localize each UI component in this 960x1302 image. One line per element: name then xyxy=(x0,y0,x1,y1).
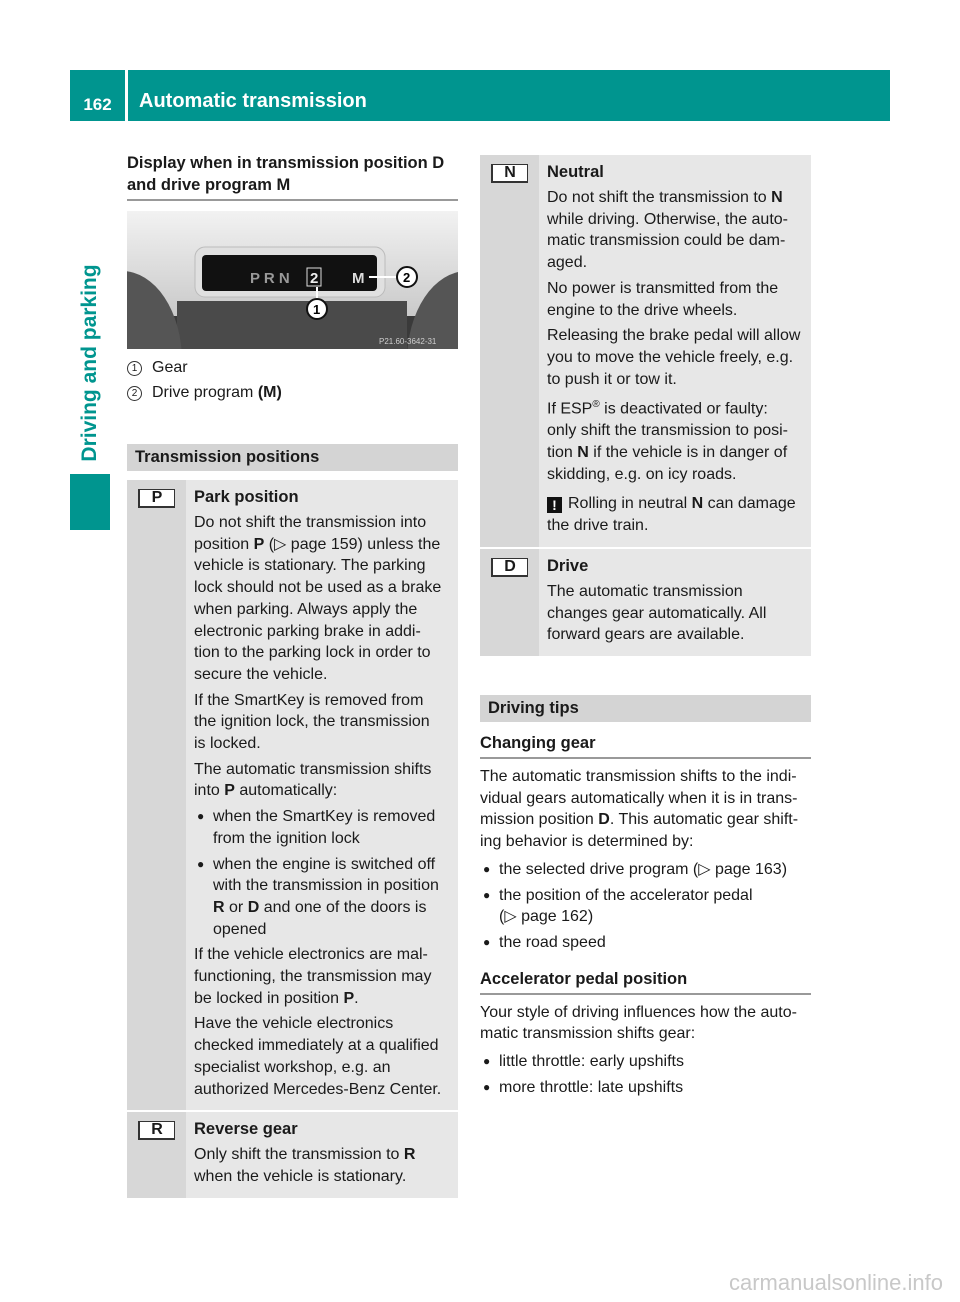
text-segment: Have the vehicle electronics checked immediately at a qualified specialist workshop, e.g. an authorized Mercedes-Benz Center. xyxy=(194,1015,442,1098)
changing-gear-intro xyxy=(480,766,811,853)
bullet-icon: ● xyxy=(197,809,205,824)
bullet-text xyxy=(499,885,753,928)
accelerator-heading: Accelerator pedal position xyxy=(480,968,811,995)
page-reference-link[interactable]: ▷ page 163 xyxy=(698,860,782,878)
text-segment: The automatic transmission shifts to the indi- vidual gears automatically when it is in trans- mission position xyxy=(480,767,798,829)
accelerator-intro xyxy=(480,1002,811,1045)
section-label: Driving and parking xyxy=(78,263,101,462)
bullet-icon: ● xyxy=(483,934,491,949)
bullet-text xyxy=(499,1077,683,1099)
accelerator-list xyxy=(480,1051,811,1098)
bullet-icon: ● xyxy=(483,1079,491,1094)
text-segment: ) xyxy=(781,860,788,878)
paragraph xyxy=(547,581,805,646)
position-key-cell xyxy=(480,155,539,547)
bullet-item xyxy=(194,854,452,941)
bold-text: P xyxy=(343,989,355,1007)
positions-table-left xyxy=(127,480,458,1198)
bullet-text xyxy=(213,854,439,941)
gear-d-symbol: D xyxy=(491,558,528,577)
paragraph xyxy=(194,759,452,802)
bullet-text xyxy=(213,806,435,849)
bullet-icon: ● xyxy=(483,887,491,902)
bold-text: R xyxy=(403,1146,416,1164)
svg-text:2: 2 xyxy=(310,270,319,287)
watermark: carmanualsonline.info xyxy=(728,1270,943,1295)
text-segment: ) xyxy=(587,908,594,926)
bold-text: N xyxy=(577,444,589,462)
text-segment: Do not shift the transmission into position xyxy=(194,514,427,553)
bullet-item xyxy=(480,859,811,881)
legend-item xyxy=(127,355,458,380)
bullet-item xyxy=(194,806,452,849)
position-row-n xyxy=(480,155,811,547)
svg-text:2: 2 xyxy=(403,270,411,285)
text-segment: when the engine is switched off with the transmission in position xyxy=(213,855,439,895)
paragraph xyxy=(194,690,452,755)
section-tab-marker xyxy=(70,474,110,530)
paragraph xyxy=(194,944,452,1009)
transmission-positions-heading: Transmission positions xyxy=(127,444,458,471)
text-segment: the position of the accelerator pedal ( xyxy=(499,886,753,926)
text-segment: if the vehicle is in danger of skidding, e.g. on icy roads. xyxy=(547,444,788,483)
image-code: P21.60-3642-31 xyxy=(379,337,437,346)
position-title: Reverse gear xyxy=(194,1120,298,1139)
text-segment: Your style of driving influences how the auto- matic transmission shifts gear: xyxy=(480,1003,797,1043)
paragraph xyxy=(547,278,805,321)
paragraph xyxy=(194,1013,452,1100)
bullet-item xyxy=(480,885,811,928)
text-segment: and one of the doors is opened xyxy=(213,898,427,938)
section-tab-label xyxy=(70,250,110,475)
bold-text: N xyxy=(771,189,783,206)
positions-table-right xyxy=(480,155,811,656)
bullet-icon: ● xyxy=(483,1054,491,1069)
position-key-cell xyxy=(127,480,186,1110)
text-segment: automatically: xyxy=(234,782,338,800)
bullet-text xyxy=(499,1051,684,1073)
changing-gear-heading: Changing gear xyxy=(480,732,811,759)
text-segment: when the vehicle is stationary. xyxy=(194,1167,407,1185)
svg-text:M: M xyxy=(352,270,365,287)
chapter-title: Automatic transmission xyxy=(128,70,890,121)
position-description xyxy=(539,549,811,656)
paragraph xyxy=(547,187,805,274)
driving-tips-heading: Driving tips xyxy=(480,695,811,722)
text-segment: Gear xyxy=(152,359,188,376)
position-row-d xyxy=(480,549,811,656)
warning-note xyxy=(547,493,805,536)
text-segment: the selected drive program ( xyxy=(499,860,699,878)
bullet-icon: ● xyxy=(483,861,491,876)
legend-text xyxy=(152,384,282,401)
text-segment: Releasing the brake pedal will allow you to move the vehicle freely, e.g. to push it or tow it. xyxy=(547,327,801,388)
gear-letters: P R N xyxy=(250,270,290,287)
position-row-p xyxy=(127,480,458,1110)
right-column xyxy=(480,155,811,1102)
text-segment: The automatic transmission changes gear automatically. All forward gears are available. xyxy=(547,582,767,644)
bullet-item xyxy=(480,1077,811,1099)
changing-gear-list xyxy=(480,859,811,954)
text-segment: No power is transmitted from the engine to the drive wheels. xyxy=(547,279,779,319)
bold-text: D xyxy=(598,811,610,829)
position-title: Neutral xyxy=(547,163,604,181)
position-key-cell xyxy=(480,549,539,656)
display-heading: Display when in transmission position D and drive program M xyxy=(127,152,458,201)
page-number: 162 xyxy=(70,70,125,121)
text-segment: If ESP xyxy=(547,400,593,418)
text-segment: . This automatic gear shift- ing behavior is determined by: xyxy=(480,811,799,851)
position-description xyxy=(186,1112,458,1197)
text-segment: the road speed xyxy=(499,933,606,951)
text-segment: when the SmartKey is removed from the ignition lock xyxy=(213,808,436,847)
svg-text:1: 1 xyxy=(313,302,321,317)
bold-text: P xyxy=(224,782,235,800)
bullet-text xyxy=(499,932,606,954)
text-segment: while driving. Otherwise, the auto- matic transmission could be dam- aged. xyxy=(547,210,788,272)
position-key-cell xyxy=(127,1112,186,1197)
text-segment: or xyxy=(224,898,248,916)
image-legend xyxy=(127,355,458,405)
position-title: Park position xyxy=(194,488,299,506)
text-segment: ( xyxy=(264,535,275,553)
paragraph xyxy=(194,512,452,686)
bold-text: D xyxy=(247,898,260,916)
text-segment: Drive program xyxy=(152,384,258,401)
gear-p-symbol: P xyxy=(138,489,175,508)
text-segment: Rolling in neutral xyxy=(568,495,692,513)
bullet-item xyxy=(480,932,811,954)
bold-text: (M) xyxy=(257,384,282,401)
instrument-cluster-illustration xyxy=(127,211,458,349)
text-segment: more throttle: late upshifts xyxy=(499,1078,684,1096)
bold-text: N xyxy=(691,495,704,513)
position-title: Drive xyxy=(547,556,589,575)
instrument-display-image xyxy=(127,211,458,349)
text-segment: The automatic transmission shifts into xyxy=(194,760,432,800)
bullet-text xyxy=(499,859,787,881)
text-segment: can damage the drive train. xyxy=(547,495,796,535)
callout-number: 1 xyxy=(127,361,142,376)
position-description xyxy=(186,480,458,1110)
callout-number: 2 xyxy=(127,386,142,401)
page-reference-link[interactable]: ▷ page 162 xyxy=(504,908,588,926)
paragraph xyxy=(194,1144,452,1187)
paragraph xyxy=(547,325,805,390)
text-segment: . xyxy=(354,989,359,1007)
text-segment: ) unless the vehicle is stationary. The parking lock should not be used as a brake when parking. Always apply the electronic parking brake in addi- tion to the parking lock in order to secure the vehicle. xyxy=(194,535,442,683)
text-segment: is deactivated or faulty: only shift the transmission to posi- tion xyxy=(547,400,788,462)
position-row-r xyxy=(127,1112,458,1197)
registered-mark: ® xyxy=(592,399,600,411)
text-segment: Only shift the transmission to xyxy=(194,1146,404,1164)
text-segment: If the vehicle electronics are mal- functioning, the transmission may be locked in position xyxy=(194,946,432,1007)
bullet-icon: ● xyxy=(197,856,205,871)
text-segment: Do not shift the transmission to xyxy=(547,189,772,206)
legend-text xyxy=(152,359,188,376)
left-column xyxy=(127,152,458,1198)
paragraph xyxy=(547,394,805,485)
legend-item xyxy=(127,380,458,405)
text-segment: If the SmartKey is removed from the ignition lock, the transmission is locked. xyxy=(194,691,430,753)
bold-text: P xyxy=(253,535,265,553)
bold-text: R xyxy=(213,898,225,916)
position-description xyxy=(539,155,811,547)
bullet-item xyxy=(480,1051,811,1073)
gear-r-symbol: R xyxy=(138,1121,175,1140)
warning-icon: ! xyxy=(547,497,562,513)
page-reference-link[interactable]: ▷ page 159 xyxy=(274,535,358,553)
text-segment: little throttle: early upshifts xyxy=(499,1053,684,1071)
gear-n-symbol: N xyxy=(491,164,528,183)
